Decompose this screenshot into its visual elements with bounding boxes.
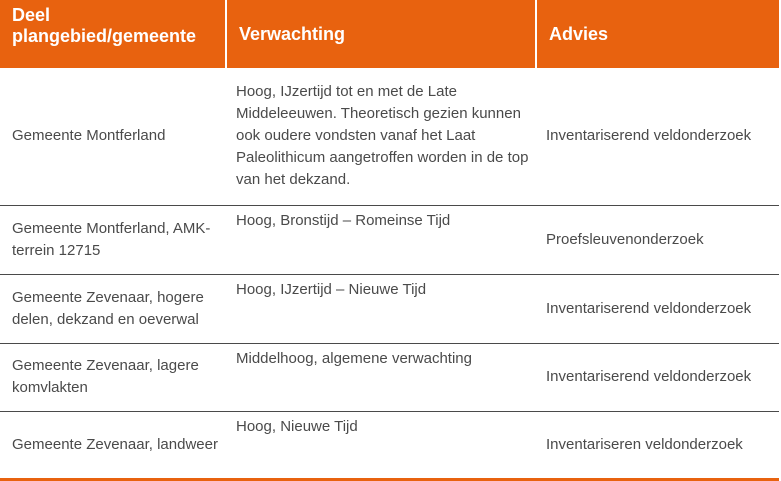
cell-verwachting: Middelhoog, algemene verwachting: [226, 343, 536, 411]
cell-deel: Gemeente Zevenaar, landweer: [0, 411, 226, 479]
table-row: [0, 68, 779, 205]
cell-verwachting: Hoog, IJzertijd – Nieuwe Tijd: [226, 274, 536, 343]
cell-deel: Gemeente Zevenaar, hogere delen, dekzand en oeverwal: [0, 274, 226, 343]
cell-verwachting: Hoog, Bronstijd – Romeinse Tijd: [226, 205, 536, 274]
cell-deel: Gemeente Montferland: [0, 68, 226, 205]
header-deel-line2: plangebied/gemeente: [12, 26, 197, 46]
cell-deel: Gemeente Montferland, AMK-terrein 12715: [0, 205, 226, 274]
header-deel-line1: Deel: [12, 5, 51, 25]
header-row: [0, 0, 779, 68]
table-row: [0, 205, 779, 274]
cell-verwachting: Hoog, Nieuwe Tijd: [226, 411, 536, 479]
cell-verwachting: Hoog, IJzertijd tot en met de Late Middeleeuwen. Theoretisch gezien kunnen ook oudere vondsten vanaf het Laat Paleolithicum aangetroffen worden in de top van het dekzand.: [226, 68, 536, 205]
cell-advies: Proefsleuvenonderzoek: [536, 205, 779, 274]
table-body: [0, 68, 779, 479]
cell-advies: Inventariserend veldonderzoek: [536, 274, 779, 343]
table-row: [0, 411, 779, 479]
header-advies: Advies: [536, 0, 779, 68]
table-header: [0, 0, 779, 68]
header-deel-plangebied: [0, 0, 226, 68]
table-row: [0, 343, 779, 411]
cell-advies: Inventariserend veldonderzoek: [536, 68, 779, 205]
cell-advies: Inventariserend veldonderzoek: [536, 343, 779, 411]
cell-advies: Inventariseren veldonderzoek: [536, 411, 779, 479]
header-verwachting: Verwachting: [226, 0, 536, 68]
table-row: [0, 274, 779, 343]
cell-deel: Gemeente Zevenaar, lagere komvlakten: [0, 343, 226, 411]
